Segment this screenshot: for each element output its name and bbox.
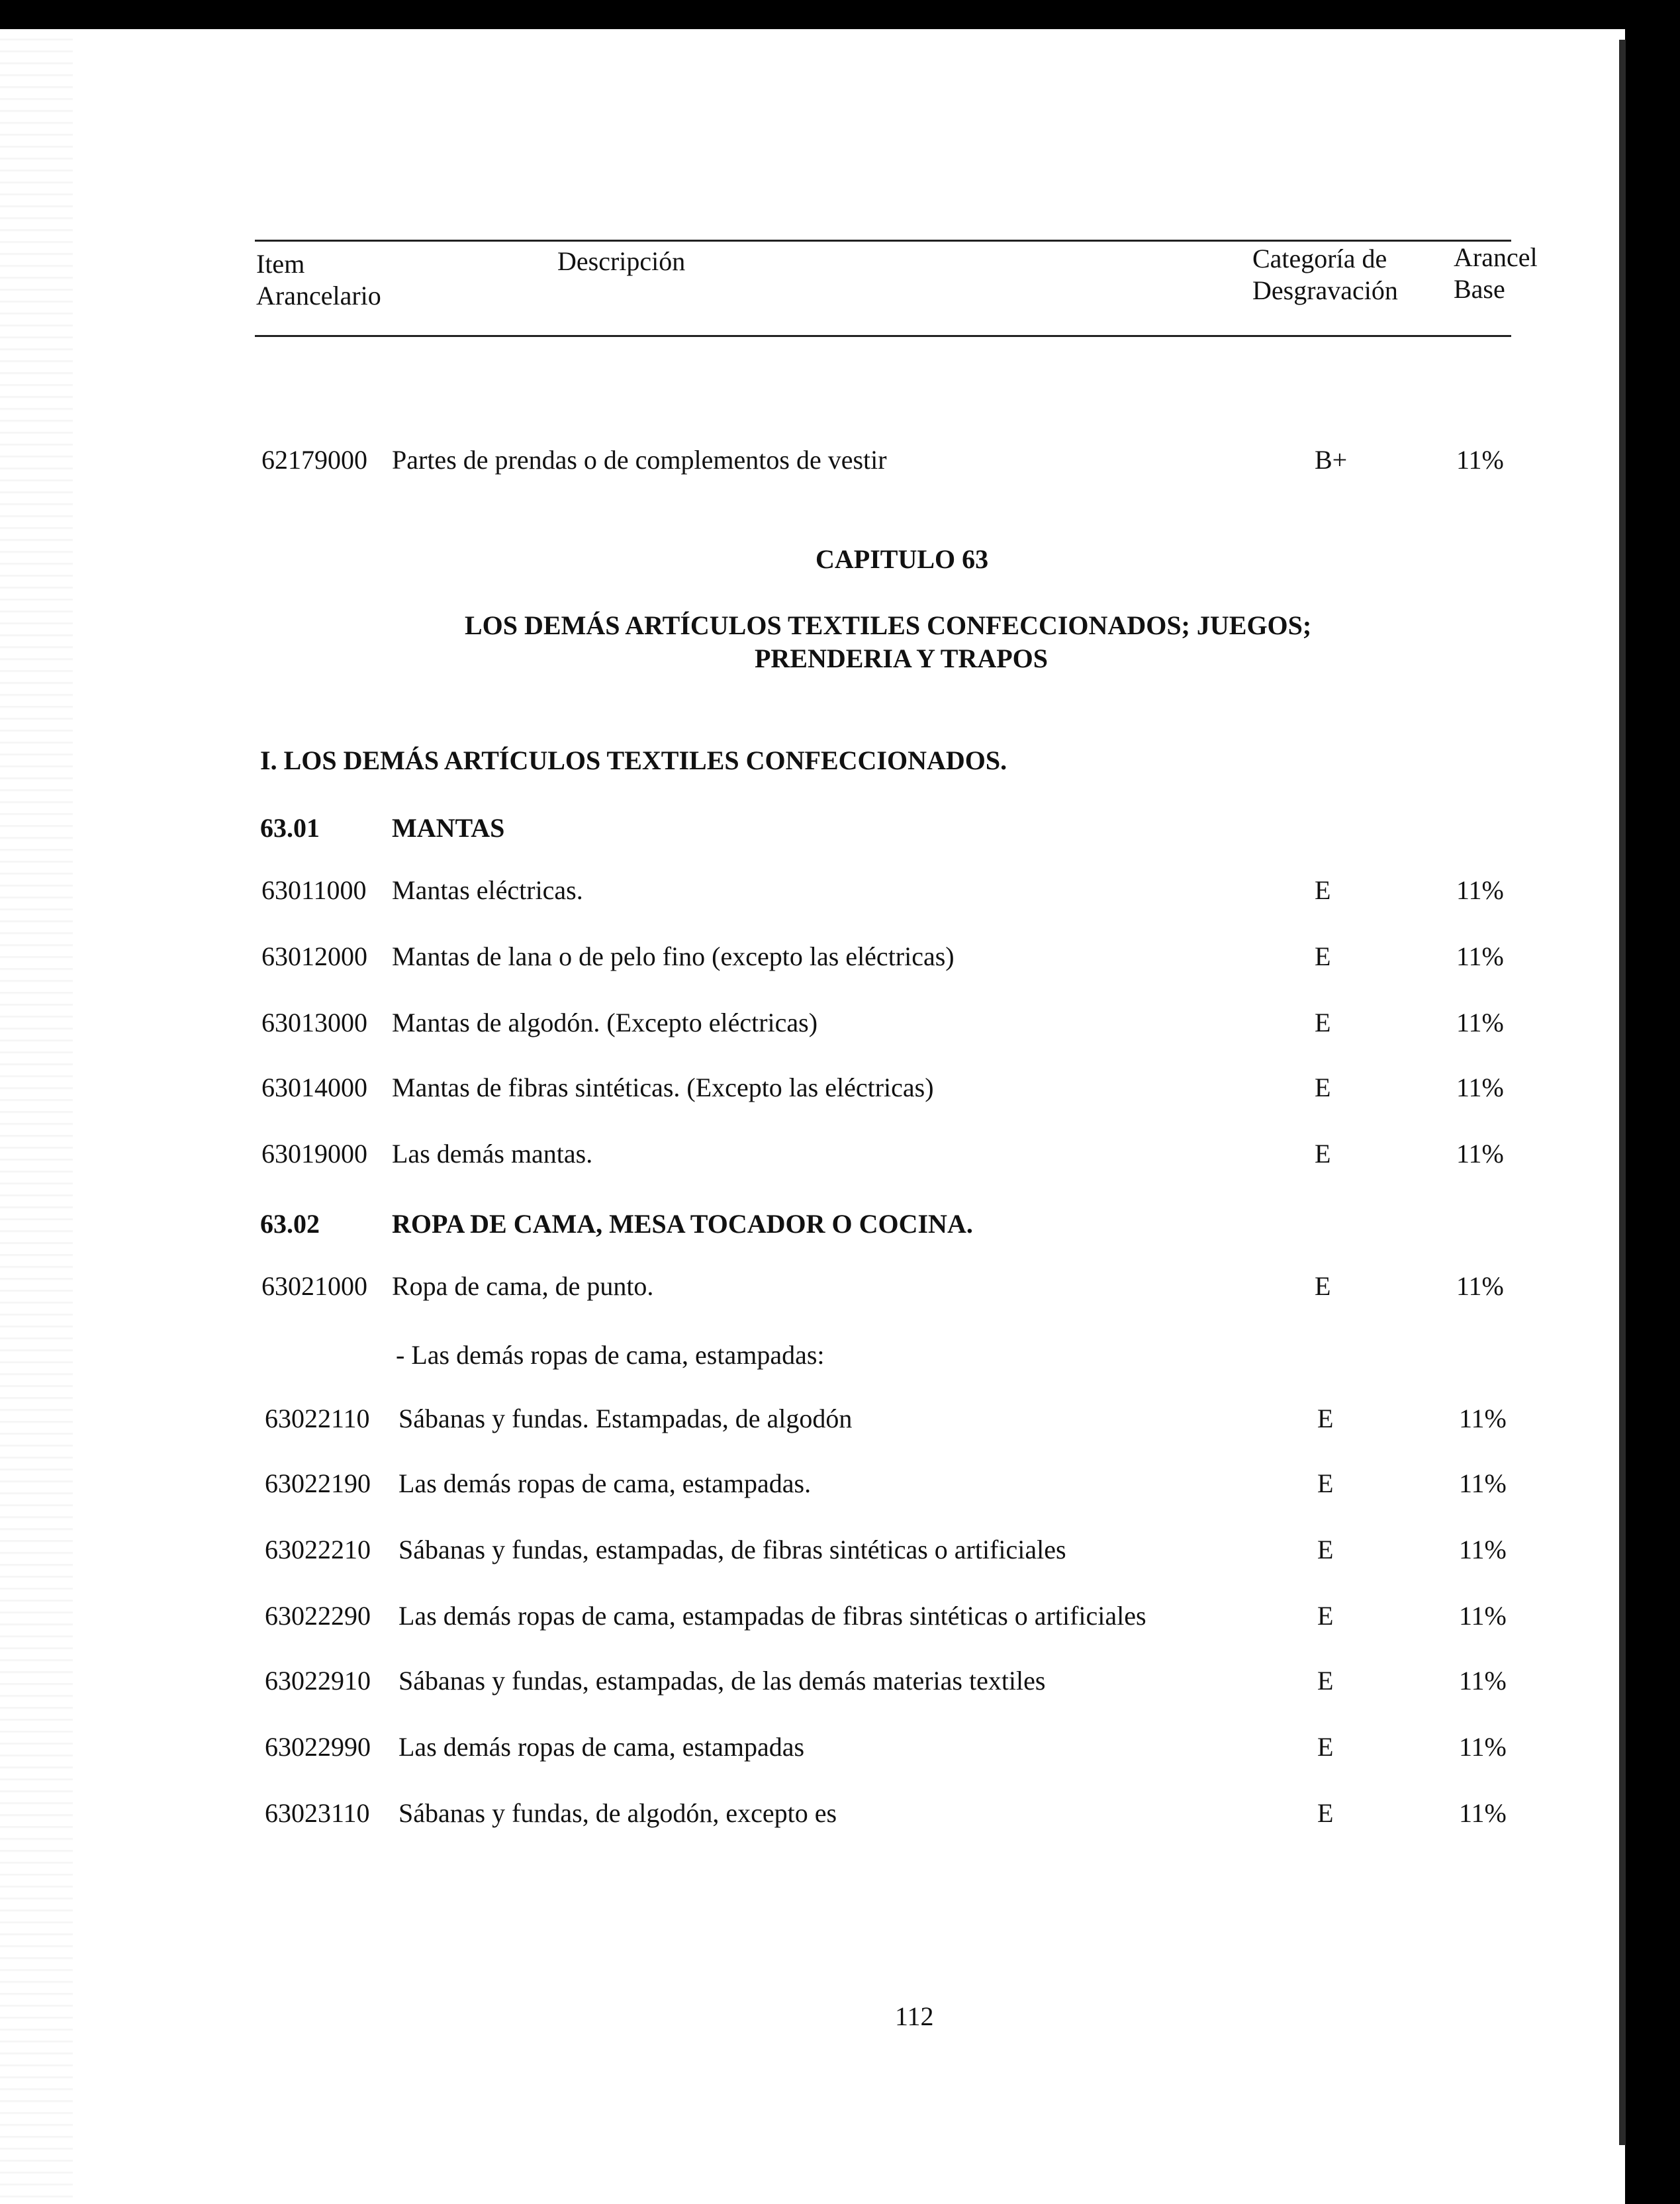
table-row — [0, 1073, 1589, 1103]
item-category: E — [1317, 1666, 1334, 1696]
item-category: E — [1315, 1139, 1331, 1169]
table-row — [0, 1271, 1589, 1302]
item-code: 63023110 — [265, 1798, 370, 1828]
item-rate: 11% — [1459, 1666, 1507, 1696]
table-row — [0, 1732, 1589, 1762]
item-description: Sábanas y fundas, estampadas, de las demás materias textiles — [398, 1666, 1046, 1696]
item-rate: 11% — [1459, 1798, 1507, 1828]
item-description: Mantas eléctricas. — [392, 875, 583, 905]
table-row — [0, 1798, 1589, 1829]
scan-right-shadow — [1619, 40, 1626, 2145]
item-rate: 11% — [1456, 941, 1504, 971]
item-category: E — [1317, 1601, 1334, 1631]
header-top-rule — [255, 240, 1511, 242]
item-rate: 11% — [1459, 1404, 1507, 1433]
item-code: 63014000 — [261, 1073, 367, 1102]
item-code: 63022290 — [265, 1601, 371, 1631]
item-description: Las demás ropas de cama, estampadas — [398, 1732, 805, 1762]
page-number: 112 — [895, 2001, 934, 2031]
item-description: Las demás ropas de cama, estampadas de fibras sintéticas o artificiales — [398, 1601, 1146, 1631]
table-row — [0, 875, 1589, 906]
item-description: Las demás mantas. — [392, 1139, 593, 1169]
item-code: 63022110 — [265, 1404, 370, 1433]
header-description: Descripción — [557, 246, 686, 276]
item-rate: 11% — [1456, 1008, 1504, 1037]
item-category: E — [1317, 1732, 1334, 1762]
table-row — [0, 941, 1589, 972]
chapter-subtitle-line1: LOS DEMÁS ARTÍCULOS TEXTILES CONFECCIONADOS; JUEGOS; — [465, 610, 1312, 640]
chapter-title: CAPITULO 63 — [816, 544, 989, 574]
scan-top-border — [0, 0, 1680, 29]
item-category: E — [1315, 1008, 1331, 1037]
table-row — [0, 1404, 1589, 1434]
section-title: I. LOS DEMÁS ARTÍCULOS TEXTILES CONFECCIONADOS. — [260, 745, 1007, 775]
table-row — [0, 1666, 1589, 1696]
heading-code: 63.02 — [260, 1209, 320, 1239]
item-code: 63012000 — [261, 941, 367, 971]
table-row — [0, 1468, 1589, 1499]
header-category-line2: Desgravación — [1252, 275, 1398, 305]
item-category: E — [1317, 1535, 1334, 1564]
item-code: 63022210 — [265, 1535, 371, 1564]
item-description: Mantas de fibras sintéticas. (Excepto las eléctricas) — [392, 1073, 934, 1102]
header-bottom-rule — [255, 335, 1511, 337]
item-rate: 11% — [1459, 1468, 1507, 1498]
item-description: Las demás ropas de cama, estampadas. — [398, 1468, 812, 1498]
header-tariff-line1: Arancel — [1454, 242, 1538, 272]
item-description: Sábanas y fundas, de algodón, excepto es — [398, 1798, 837, 1828]
item-code: 63011000 — [261, 875, 367, 905]
table-row — [0, 1535, 1589, 1565]
item-code: 63021000 — [261, 1271, 367, 1301]
item-code: 63022190 — [265, 1468, 371, 1498]
item-rate: 11% — [1456, 1271, 1504, 1301]
heading-title: ROPA DE CAMA, MESA TOCADOR O COCINA. — [392, 1209, 973, 1239]
table-row — [0, 445, 1589, 475]
item-rate: 11% — [1459, 1535, 1507, 1564]
item-rate: 11% — [1456, 445, 1504, 475]
item-code: 63013000 — [261, 1008, 367, 1037]
item-rate: 11% — [1459, 1601, 1507, 1631]
table-row — [0, 1139, 1589, 1169]
header-category-line1: Categoría de — [1252, 244, 1387, 273]
item-category: E — [1315, 875, 1331, 905]
item-code: 63022990 — [265, 1732, 371, 1762]
heading-title: MANTAS — [392, 813, 505, 843]
item-category: E — [1315, 1271, 1331, 1301]
item-description: Sábanas y fundas. Estampadas, de algodón — [398, 1404, 853, 1433]
item-description: Mantas de lana o de pelo fino (excepto las eléctricas) — [392, 941, 955, 971]
item-rate: 11% — [1456, 1073, 1504, 1102]
chapter-subtitle-line2: PRENDERIA Y TRAPOS — [755, 644, 1049, 673]
item-category: E — [1317, 1404, 1334, 1433]
item-category: E — [1315, 1073, 1331, 1102]
scan-left-edge — [0, 29, 73, 2204]
item-description: Sábanas y fundas, estampadas, de fibras sintéticas o artificiales — [398, 1535, 1066, 1564]
table-row — [0, 1601, 1589, 1631]
item-description: Mantas de algodón. (Excepto eléctricas) — [392, 1008, 818, 1037]
item-category: E — [1317, 1798, 1334, 1828]
heading-code: 63.01 — [260, 813, 320, 843]
item-code: 62179000 — [261, 445, 367, 475]
scan-right-border — [1625, 0, 1680, 2204]
table-row — [0, 1008, 1589, 1038]
item-category: E — [1315, 941, 1331, 971]
item-code: 63019000 — [261, 1139, 367, 1169]
subheading: - Las demás ropas de cama, estampadas: — [396, 1340, 825, 1370]
item-rate: 11% — [1459, 1732, 1507, 1762]
header-item-line1: Item — [256, 249, 305, 279]
item-code: 63022910 — [265, 1666, 371, 1696]
item-rate: 11% — [1456, 1139, 1504, 1169]
header-tariff-line2: Base — [1454, 274, 1505, 304]
item-rate: 11% — [1456, 875, 1504, 905]
item-category: E — [1317, 1468, 1334, 1498]
item-category: B+ — [1315, 445, 1348, 475]
item-description: Ropa de cama, de punto. — [392, 1271, 654, 1301]
item-description: Partes de prendas o de complementos de vestir — [392, 445, 887, 475]
header-item-line2: Arancelario — [256, 281, 381, 311]
